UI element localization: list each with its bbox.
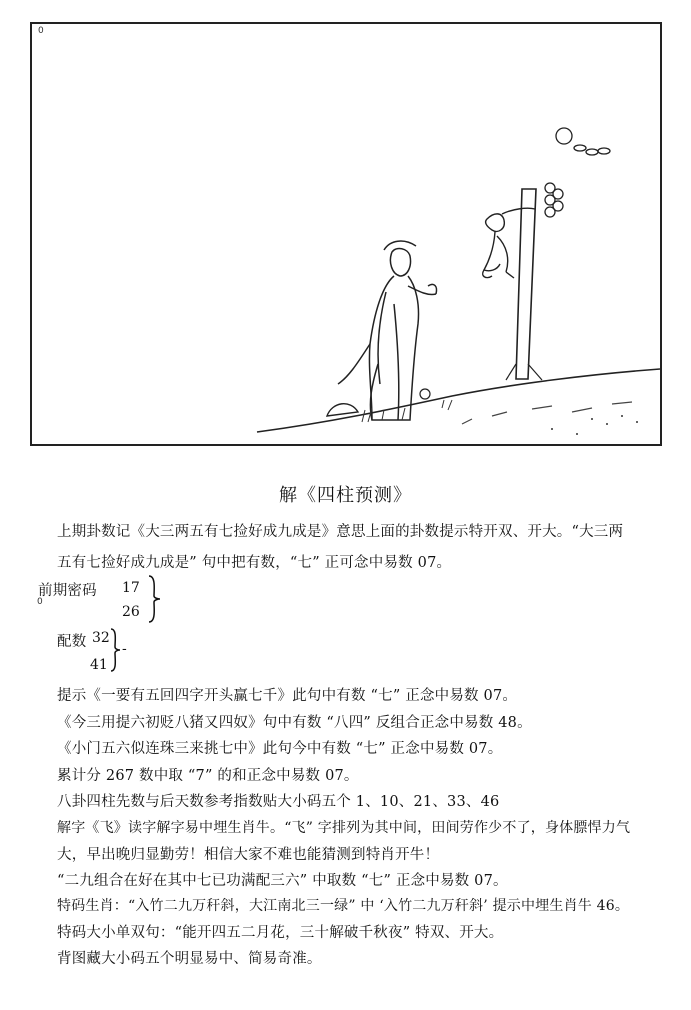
- body-line-6: 解字《飞》读字解字易中埋生肖牛。“飞” 字排列为其中间，田间劳作少不了，身体膘悍力气: [57, 820, 631, 836]
- body-line-3: 《小门五六似连珠三来挑七中》此句今中有数 “七” 正念中易数 07。: [57, 741, 503, 757]
- illustration: [32, 24, 660, 444]
- body-line-7: 大，早出晚归显勤劳！相信大家不难也能猜测到特肖开牛！: [57, 847, 440, 863]
- body-line-2: 《今三用提六初贬八猪又四奴》句中有数 “八四” 反组合正念中易数 48。: [57, 715, 532, 731]
- pair-code-dash: -: [122, 641, 127, 657]
- prev-code-value-2: 26: [122, 604, 140, 620]
- intro-line-1: 上期卦数记《大三两五有七捡好成九成是》意思上面的卦数提示特开双、开大。“大三两: [57, 524, 624, 540]
- body-line-11: 背图藏大小码五个明显易中、简易奇准。: [57, 951, 322, 967]
- prev-code-label: 前期密码: [38, 583, 97, 599]
- body-line-8: “二九组合在好在其中七已功满配三六” 中取数 “七” 正念中易数 07。: [57, 873, 508, 889]
- body-line-4: 累计分 267 数中取 “7” 的和正念中易数 07。: [57, 768, 359, 784]
- pair-code-brace: [108, 627, 122, 673]
- body-line-10: 特码大小单双句：“能开四五二月花，三十解破千秋夜” 特双、开大。: [57, 925, 504, 941]
- body-line-1: 提示《一要有五回四字开头赢七千》此句中有数 “七” 正念中易数 07。: [57, 688, 518, 704]
- intro-line-2: 五有七捡好成九成是” 句中把有数，“七” 正可念中易数 07。: [57, 555, 452, 571]
- article-title: 解《四柱预测》: [279, 485, 412, 506]
- body-line-5: 八卦四柱先数与后天数参考指数贴大小码五个 1、10、21、33、46: [57, 794, 500, 810]
- frame-marker: 0: [38, 26, 44, 36]
- body-line-9: 特码生肖：“入竹二九万秆斜，大江南北三一绿” 中 ‘入竹二九万秆斜’ 提示中埋生肖牛 46。: [57, 898, 630, 914]
- prev-code-brace: [146, 574, 162, 624]
- prev-code-value-1: 17: [122, 580, 140, 596]
- illustration-frame: [30, 22, 662, 446]
- pair-code-value-2: 41: [90, 657, 108, 673]
- pair-code-value-1: 32: [92, 630, 110, 646]
- pair-code-label: 配数: [57, 634, 87, 650]
- left-marker: 0: [37, 597, 43, 607]
